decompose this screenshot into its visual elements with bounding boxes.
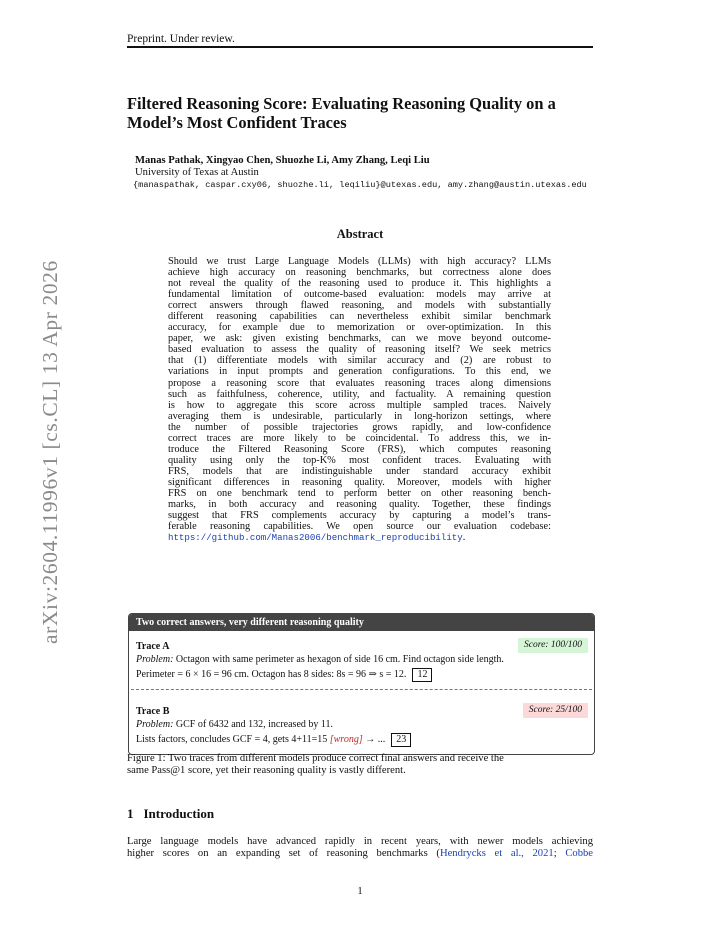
abstract-line: propose a reasoning score that evaluates reasoning traces along dimensions	[168, 377, 551, 389]
trace-a-score-badge: Score: 100/100	[518, 638, 588, 653]
trace-b-problem-text: GCF of 6432 and 132, increased by 11.	[175, 719, 334, 730]
intro-line: Large language models have advanced rapidly in recent years, with newer models achieving	[127, 836, 593, 847]
abstract-line: Should we trust Large Language Models (LLMs) with high accuracy? LLMs	[168, 256, 551, 267]
affiliation: University of Texas at Austin	[135, 167, 259, 178]
trace-b-work-tail: → ...	[365, 734, 386, 745]
section-number: 1	[127, 806, 134, 821]
trace-a	[136, 640, 588, 682]
abstract-line: such as faithfulness, coherence, utility, and factuality. A remaining question	[168, 388, 551, 400]
author-emails: {manaspathak, caspar.cxy06, shuozhe.li, leqiliu}@utexas.edu, amy.zhang@austin.utexas.edu	[133, 180, 587, 190]
trace-a-answer-box: 12	[412, 668, 432, 682]
section-heading-introduction	[127, 806, 214, 822]
running-head: Preprint. Under review.	[127, 33, 235, 45]
abstract-line: paper, we ask: given existing benchmarks, can we move beyond outcome-	[168, 333, 551, 345]
trace-b-score-badge: Score: 25/100	[523, 703, 588, 718]
trace-a-problem-text: Octagon with same perimeter as hexagon of side 16 cm. Find octagon side length.	[175, 654, 504, 665]
trace-a-work-text: Perimeter = 6 × 16 = 96 cm. Octagon has 8 sides: 8s = 96 ⇒ s = 12.	[136, 669, 407, 680]
trace-b-problem	[136, 718, 588, 731]
citation-separator: ;	[553, 848, 566, 859]
abstract-line: troduce the Filtered Reasoning Score (FRS), which computes reasoning	[168, 443, 551, 455]
figure-1-caption	[127, 753, 595, 777]
abstract-line: based evaluation to assess the quality of reasoning itself? We seek metrics	[168, 344, 551, 356]
trace-a-problem	[136, 653, 588, 666]
abstract-line: suggest that FRS complements accuracy by capturing a model’s trans-	[168, 510, 551, 522]
header-rule	[127, 46, 593, 48]
abstract-line: different reasoning capabilities can nevertheless exhibit similar benchmark	[168, 311, 551, 323]
arxiv-stamp: arXiv:2604.11996v1 [cs.CL] 13 Apr 2026	[38, 260, 62, 644]
trace-b-title: Trace B	[136, 706, 170, 717]
abstract-line	[168, 532, 551, 543]
abstract-line: quality using only the top-K% most confident traces. Evaluating with	[168, 454, 551, 466]
citation-cobbe-link[interactable]: Cobbe	[565, 848, 593, 859]
abstract-heading: Abstract	[336, 227, 384, 241]
caption-line: Figure 1: Two traces from different models produce correct final answers and receive the	[127, 753, 504, 764]
abstract-line: is how to aggregate this score across multiple sampled traces. Naively	[168, 399, 551, 411]
citation-hendrycks-link[interactable]: Hendrycks et al., 2021	[439, 848, 554, 859]
codebase-link[interactable]: https://github.com/Manas2006/benchmark_reproducibility	[168, 532, 463, 544]
page-number: 1	[357, 886, 363, 897]
trace-b-work-text: Lists factors, concludes GCF = 4, gets 4+11=15	[136, 734, 328, 745]
intro-line-text: higher scores on an expanding set of reasoning benchmarks (	[127, 848, 440, 859]
abstract-line: achieve high accuracy on reasoning benchmarks, but correctness alone does	[168, 267, 551, 279]
abstract-period: .	[462, 532, 466, 544]
abstract-line: FRS, models that are indistinguishable under standard accuracy exhibit	[168, 465, 551, 477]
abstract-line: not reveal the quality of the reasoning used to produce it. This highlights a	[168, 278, 551, 290]
trace-divider	[131, 689, 592, 690]
trace-b-answer-box: 23	[391, 733, 411, 747]
trace-a-work	[136, 668, 588, 682]
abstract-line: the number of possible trajectories grows rapidly, and low-confidence	[168, 421, 551, 433]
figure-header: Two correct answers, very different reasoning quality	[129, 614, 594, 631]
author-list: Manas Pathak, Xingyao Chen, Shuozhe Li, Amy Zhang, Leqi Liu	[135, 155, 430, 166]
abstract-line: FRS on one benchmark tend to perform better on other reasoning bench-	[168, 487, 551, 499]
introduction-text	[127, 836, 593, 860]
paper-title: Filtered Reasoning Score: Evaluating Reasoning Quality on a Model’s Most Confident Traces	[127, 94, 556, 132]
trace-b-problem-label: Problem:	[136, 719, 174, 730]
abstract-line: that (1) differentiate models with similar accuracy and (2) are robust to	[168, 355, 551, 367]
abstract-line: accuracy, for example due to memorization or over-optimization. In this	[168, 322, 551, 334]
trace-b	[136, 705, 588, 747]
abstract-line: fundamental limitation of outcome-based evaluation: models may arrive at	[168, 289, 551, 301]
trace-a-problem-label: Problem:	[136, 654, 174, 665]
abstract-line: averaging them is undesirable, particularly in long-horizon settings, where	[168, 410, 551, 422]
abstract-line: variations in input prompts and generation configurations. To this end, we	[168, 366, 551, 378]
section-title: Introduction	[143, 806, 215, 821]
trace-b-work	[136, 733, 588, 747]
trace-b-wrong-tag: [wrong]	[329, 734, 363, 745]
caption-line: same Pass@1 score, yet their reasoning quality is vastly different.	[127, 765, 406, 776]
intro-line	[127, 848, 593, 860]
abstract-line: ferable reasoning capabilities. We open source our evaluation codebase:	[168, 521, 551, 533]
figure-1-box	[128, 613, 595, 755]
abstract-line: marks, in both accuracy and reasoning quality. Together, these findings	[168, 499, 551, 511]
trace-a-title: Trace A	[136, 641, 170, 652]
abstract-line: correct traces are more likely to be coincidental. To address this, we in-	[168, 432, 551, 444]
abstract-line: significant differences in reasoning quality. Moreover, models with higher	[168, 476, 551, 488]
abstract-line: correct answers through flawed reasoning, and models with substantially	[168, 300, 551, 312]
abstract-body	[168, 256, 551, 543]
